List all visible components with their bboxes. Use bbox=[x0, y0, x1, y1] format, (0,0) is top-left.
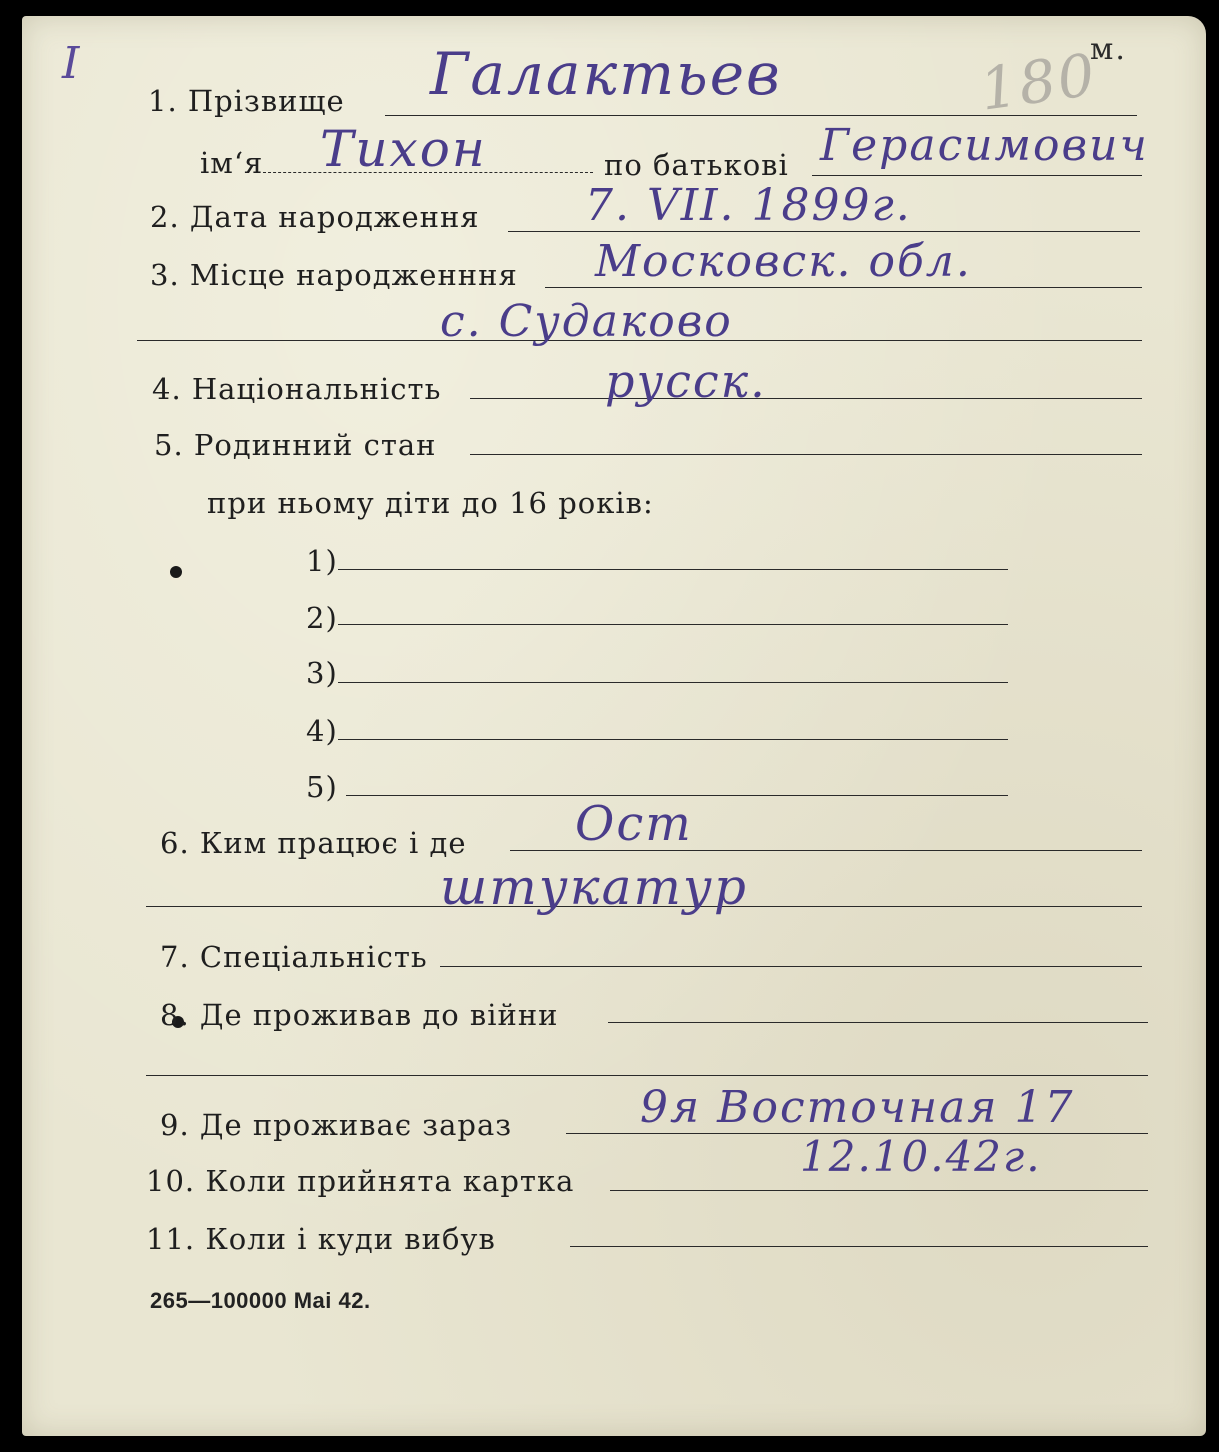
birth-place-value: Московск. обл. bbox=[595, 236, 972, 287]
work-value-2: штукатур bbox=[440, 858, 748, 916]
card-accepted-line bbox=[610, 1190, 1148, 1191]
child-3-number: 3) bbox=[306, 656, 338, 690]
child-1-number: 1) bbox=[306, 544, 338, 578]
current-residence-label: 9. Де проживає зараз bbox=[160, 1108, 513, 1142]
work-value: Ост bbox=[575, 796, 693, 852]
marital-status-line bbox=[470, 454, 1142, 455]
punch-hole-top bbox=[170, 566, 182, 578]
nationality-label: 4. Національність bbox=[152, 372, 442, 406]
surname-line bbox=[385, 115, 1137, 116]
left-line bbox=[570, 1246, 1148, 1247]
name-value: Тихон bbox=[320, 120, 487, 178]
patronymic-label: по батькові bbox=[604, 148, 789, 182]
birth-place-value-2: с. Судаково bbox=[440, 296, 733, 347]
birth-date-line bbox=[508, 231, 1140, 232]
height-mark: 180 bbox=[975, 40, 1101, 124]
surname-label: 1. Прізвище bbox=[148, 84, 345, 118]
marital-status-label: 5. Родинний стан bbox=[154, 428, 437, 462]
surname-value: Галактьев bbox=[430, 40, 782, 108]
child-3-line bbox=[338, 682, 1008, 683]
child-2-line bbox=[338, 624, 1008, 625]
current-residence-value: 9я Восточная 17 bbox=[640, 1082, 1075, 1133]
patronymic-value: Герасимович bbox=[820, 120, 1149, 171]
child-1-line bbox=[338, 569, 1008, 570]
card-accepted-label: 10. Коли прийнята картка bbox=[146, 1164, 575, 1198]
child-4-line bbox=[338, 739, 1008, 740]
nationality-line bbox=[470, 398, 1142, 399]
nationality-value: русск. bbox=[605, 354, 767, 408]
child-4-number: 4) bbox=[306, 714, 338, 748]
left-label: 11. Коли і куди вибув bbox=[146, 1222, 496, 1256]
name-label: ім‘я bbox=[200, 146, 264, 180]
children-label: при ньому діти до 16 років: bbox=[207, 486, 654, 520]
prewar-residence-label: 8. Де проживав до війни bbox=[160, 998, 559, 1032]
birth-place-label: 3. Місце народженння bbox=[150, 258, 518, 292]
specialty-line bbox=[440, 966, 1142, 967]
birth-date-label: 2. Дата народження bbox=[150, 200, 480, 234]
patronymic-line bbox=[812, 175, 1142, 176]
work-label: 6. Ким працює і де bbox=[160, 826, 467, 860]
birth-place-line bbox=[545, 287, 1142, 288]
sex-mark: м. bbox=[1090, 32, 1127, 67]
child-5-number: 5) bbox=[306, 770, 338, 804]
prewar-residence-line-2 bbox=[146, 1075, 1148, 1076]
child-2-number: 2) bbox=[306, 601, 338, 635]
prewar-residence-line bbox=[608, 1022, 1148, 1023]
print-code: 265—100000 Mai 42. bbox=[150, 1288, 371, 1313]
corner-roman-numeral: I bbox=[62, 38, 82, 89]
card-accepted-value: 12.10.42г. bbox=[800, 1132, 1042, 1181]
specialty-label: 7. Спеціальність bbox=[160, 940, 428, 974]
birth-date-value: 7. VII. 1899г. bbox=[585, 180, 912, 231]
